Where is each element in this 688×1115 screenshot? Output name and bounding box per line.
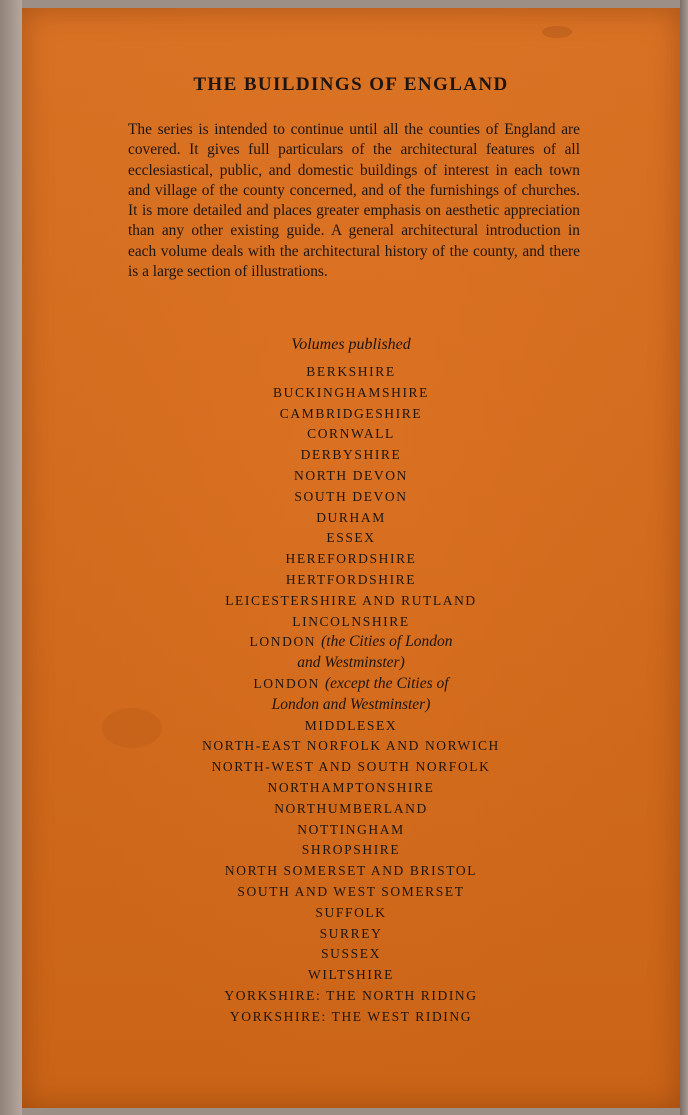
volume-item bbox=[22, 424, 680, 445]
volume-title: NORTH-WEST AND SOUTH NORFOLK bbox=[211, 759, 491, 775]
volume-item bbox=[22, 861, 680, 882]
volume-title: WILTSHIRE bbox=[308, 967, 394, 983]
volume-title: NORTHAMPTONSHIRE bbox=[267, 779, 435, 795]
volume-title: SOUTH DEVON bbox=[294, 488, 408, 504]
series-title: THE BUILDINGS OF ENGLAND bbox=[193, 74, 509, 95]
volume-item bbox=[22, 986, 680, 1007]
book-spine-edge bbox=[0, 0, 22, 1115]
volume-title: SURREY bbox=[319, 925, 383, 941]
volume-item bbox=[22, 508, 680, 529]
volume-item bbox=[22, 695, 680, 716]
volume-item bbox=[22, 965, 680, 986]
volume-note: and Westminster) bbox=[297, 654, 405, 672]
volume-title: YORKSHIRE: THE NORTH RIDING bbox=[224, 987, 478, 1003]
volume-title: DERBYSHIRE bbox=[300, 447, 402, 463]
volume-item bbox=[22, 612, 680, 633]
volume-title: SOUTH AND WEST SOMERSET bbox=[237, 883, 465, 899]
volume-title: MIDDLESEX bbox=[304, 717, 398, 733]
volume-item bbox=[22, 882, 680, 903]
volume-item bbox=[22, 528, 680, 549]
back-cover bbox=[22, 8, 680, 1108]
book-right-edge bbox=[680, 0, 688, 1115]
volume-title: CORNWALL bbox=[307, 426, 395, 442]
volume-item bbox=[22, 404, 680, 425]
volume-item bbox=[22, 799, 680, 820]
volume-note: London and Westminster) bbox=[271, 695, 431, 713]
volume-title: LONDON bbox=[253, 675, 321, 691]
volume-title: SHROPSHIRE bbox=[301, 842, 401, 858]
volume-item bbox=[22, 840, 680, 861]
volume-item bbox=[22, 383, 680, 404]
volume-note: (except the Cities of bbox=[325, 674, 449, 692]
volume-title: LINCOLNSHIRE bbox=[292, 613, 410, 629]
volume-title: NORTH-EAST NORFOLK AND NORWICH bbox=[202, 738, 500, 754]
volume-item bbox=[22, 778, 680, 799]
volume-item bbox=[22, 757, 680, 778]
series-description: The series is intended to continue until all the counties of England are covered. It gives full particulars of the architectural features of all ecclesiastical, public, and domestic buildings of interest in each town and village of the county concerned, and of the furnishings of churches. It is more detailed and places greater emphasis on aesthetic appreciation than any other existing guide. A general architectural introduction in each volume deals with the architectural history of the county, and there is a large section of illustrations. bbox=[128, 121, 580, 281]
volume-item bbox=[22, 591, 680, 612]
volume-title: NORTHUMBERLAND bbox=[274, 800, 428, 816]
volume-title: NORTH SOMERSET AND BRISTOL bbox=[224, 863, 478, 879]
volume-item bbox=[22, 653, 680, 674]
volume-item bbox=[22, 362, 680, 383]
volumes-list bbox=[22, 362, 680, 1028]
volume-title: YORKSHIRE: THE WEST RIDING bbox=[229, 1008, 473, 1024]
volume-item bbox=[22, 570, 680, 591]
volume-title: DURHAM bbox=[316, 509, 386, 525]
volume-item bbox=[22, 944, 680, 965]
volume-item bbox=[22, 632, 680, 653]
volume-title: SUFFOLK bbox=[315, 904, 387, 920]
volume-item bbox=[22, 1007, 680, 1028]
volume-item bbox=[22, 903, 680, 924]
volume-item bbox=[22, 736, 680, 757]
volume-title: SUSSEX bbox=[321, 946, 381, 962]
volume-title: NOTTINGHAM bbox=[297, 821, 405, 837]
cover-stain bbox=[542, 26, 572, 38]
volume-title: CAMBRIDGESHIRE bbox=[279, 405, 423, 421]
volumes-heading: Volumes published bbox=[291, 336, 411, 353]
volume-item bbox=[22, 487, 680, 508]
volume-title: HEREFORDSHIRE bbox=[285, 551, 417, 567]
volume-title: NORTH DEVON bbox=[294, 467, 408, 483]
volume-title: BERKSHIRE bbox=[306, 364, 396, 379]
volume-item bbox=[22, 820, 680, 841]
volume-title: HERTFORDSHIRE bbox=[285, 571, 417, 587]
volume-item bbox=[22, 445, 680, 466]
volume-item bbox=[22, 716, 680, 737]
volume-item bbox=[22, 674, 680, 695]
volume-item bbox=[22, 924, 680, 945]
volume-title: LEICESTERSHIRE AND RUTLAND bbox=[225, 592, 477, 608]
volume-title: ESSEX bbox=[326, 530, 376, 546]
volume-title: BUCKINGHAMSHIRE bbox=[272, 384, 429, 400]
volume-item bbox=[22, 466, 680, 487]
volume-item bbox=[22, 549, 680, 570]
volume-title: LONDON bbox=[249, 634, 317, 650]
volume-note: (the Cities of London bbox=[321, 633, 453, 651]
